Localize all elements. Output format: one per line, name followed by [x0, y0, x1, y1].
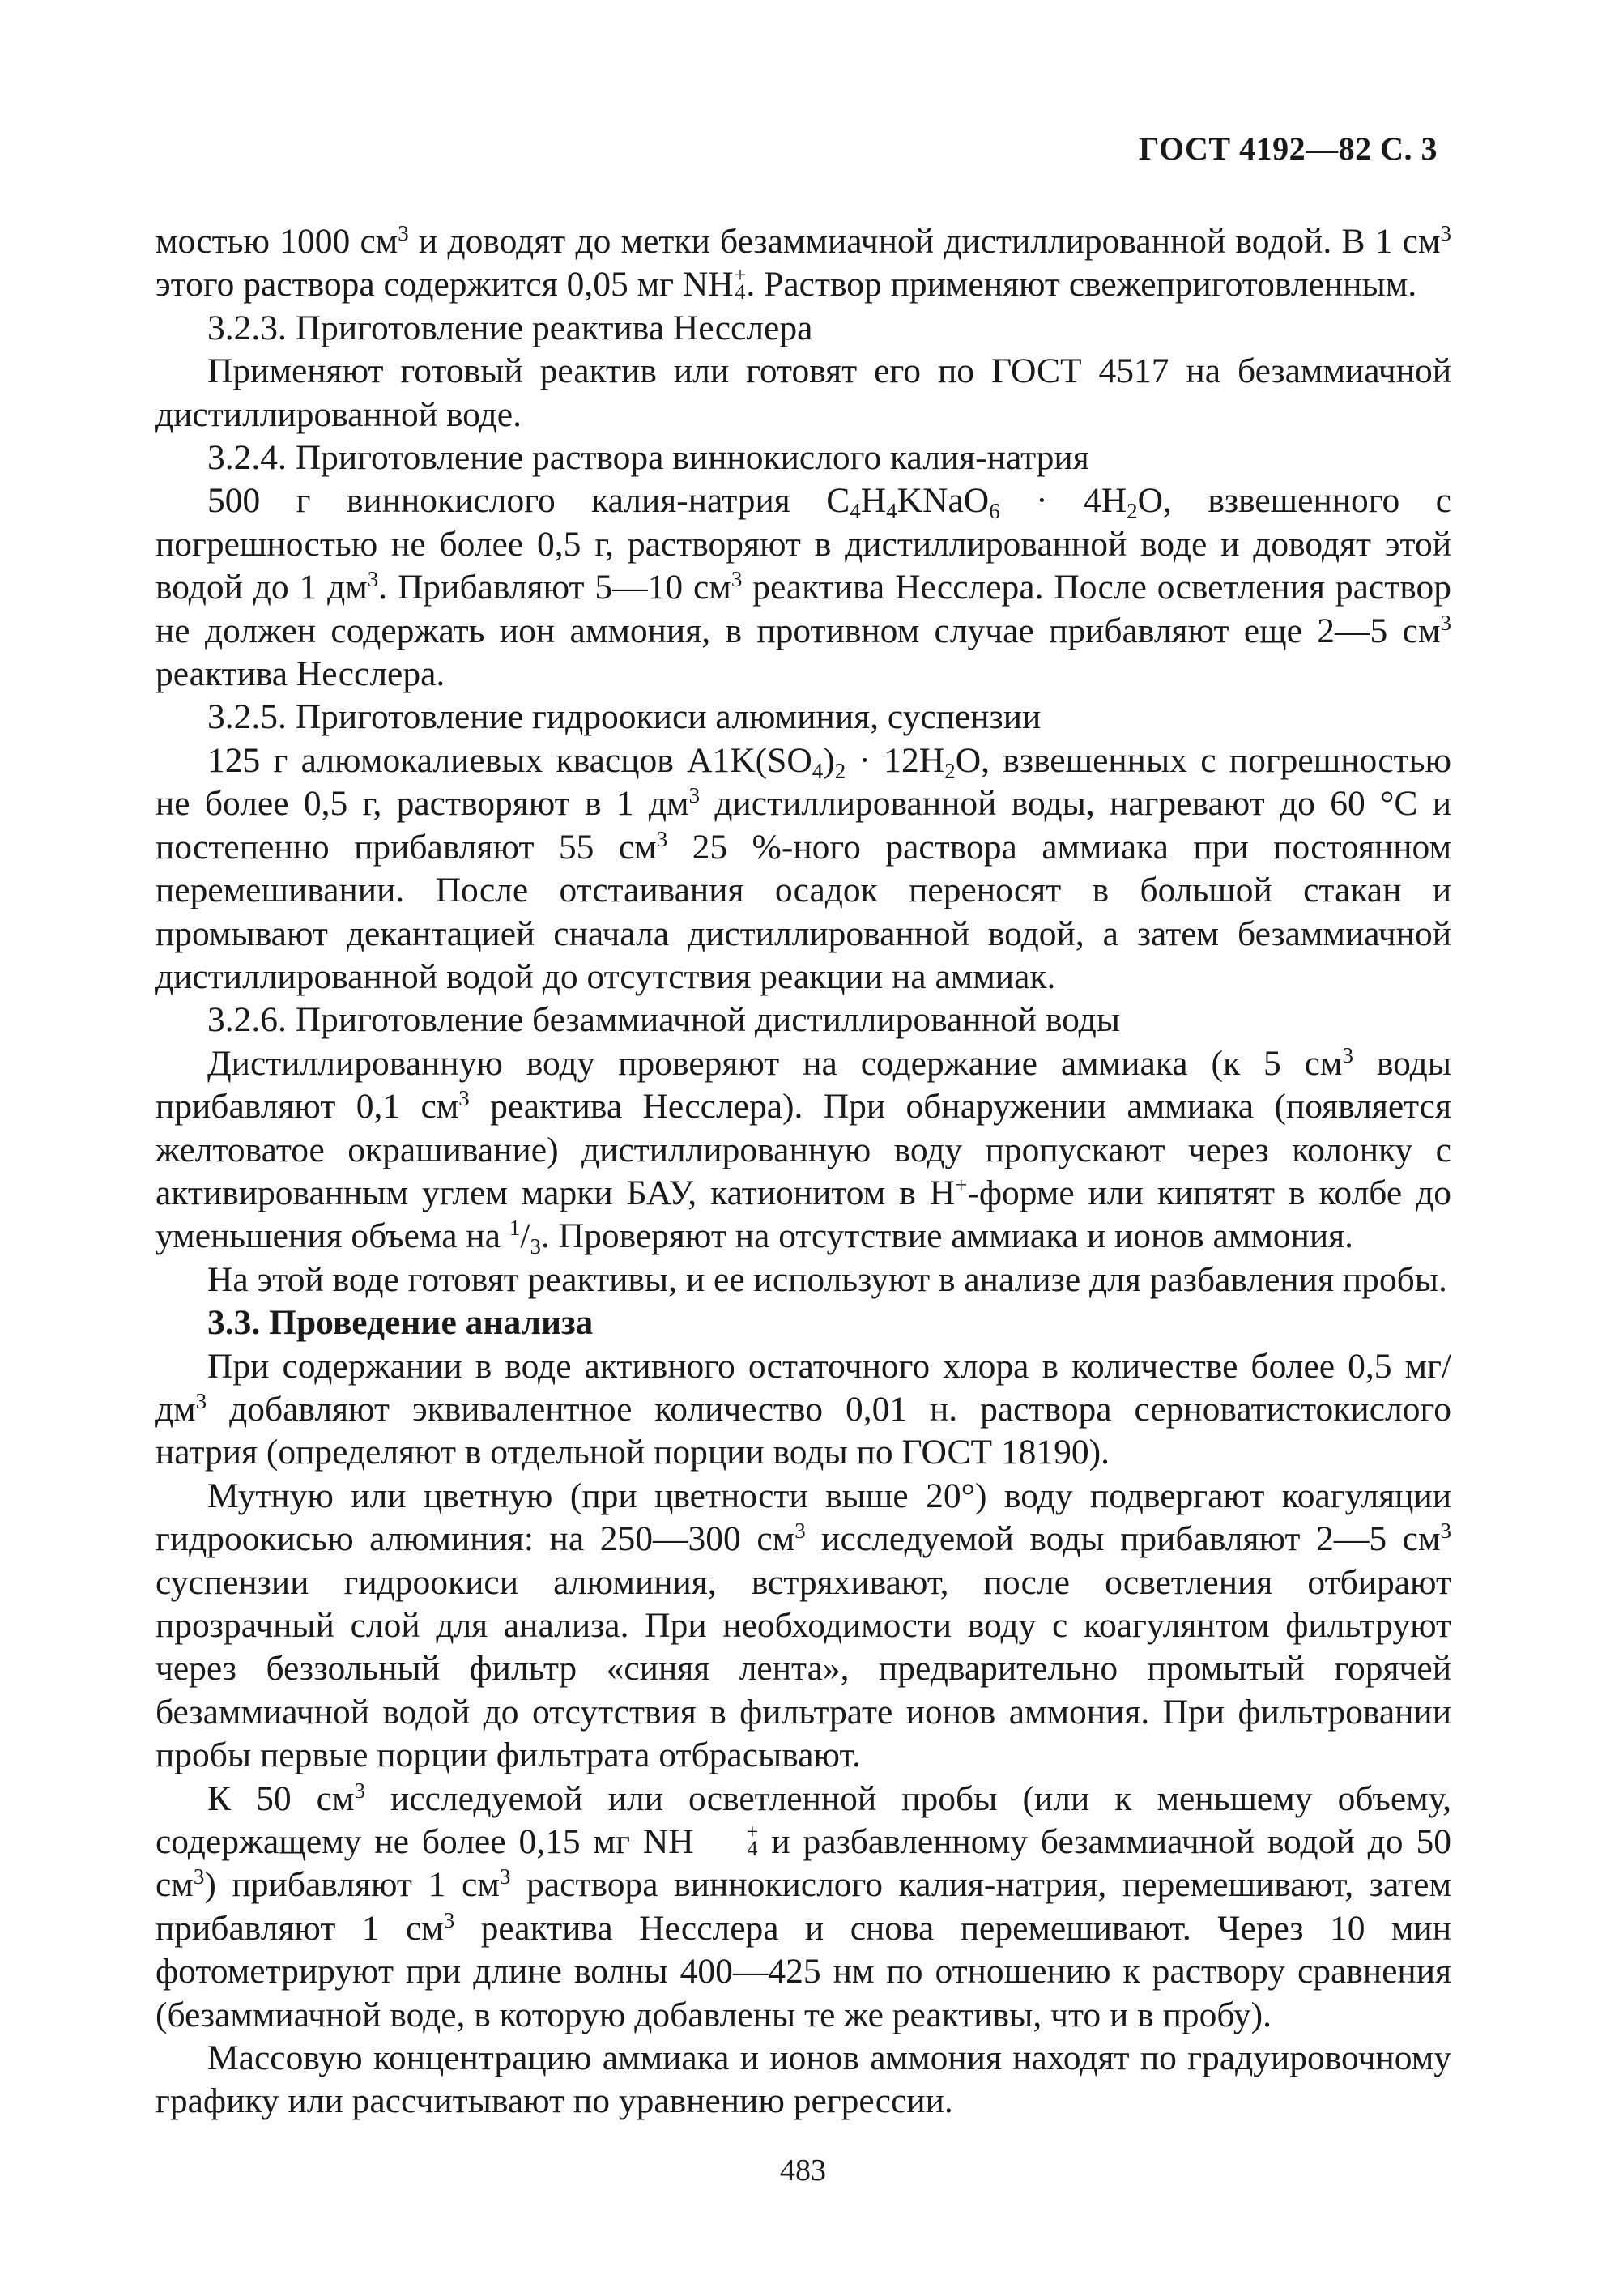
section-3-2-4-heading: 3.2.4. Приготовление раствора виннокислого калия-натрия [207, 438, 1089, 478]
section-3-3-paragraph-2: Мутную или цветную (при цветности выше 20°) воду подвергают коагуляции гидроокисью алюминия: на 250—300 $см^3$ исследуемой воды прибавляют 2—5 $см^3$ суспензии гидроокиси алюминия, встряхивают, после осветления отбирают прозрачный слой для анализа. При необходимости воду с коагулянтом фильтруют через беззольный фильтр «синяя лента», предварительно промытый горячей безаммиачной водой до отсутствия в фильтрате ионов аммония. При фильтровании пробы первые порции фильтрата отбрасывают. [155, 1476, 1451, 1775]
section-3-3-paragraph-1: При содержании в воде активного остаточного хлора в количестве более 0,5 $мг/дм^3$ добавляют эквивалентное количество 0,01 н. раствора серноватистокислого натрия (определяют в отдельной порции воды по ГОСТ 18190). [155, 1346, 1451, 1472]
section-3-2-5-heading: 3.2.5. Приготовление гидроокиси алюминия, суспензии [207, 697, 1042, 737]
section-3-2-3-heading: 3.2.3. Приготовление реактива Несслера [207, 308, 813, 347]
section-3-3-heading: 3.3. Проведение анализа [207, 1303, 594, 1343]
document-body [155, 220, 1451, 2123]
section-3-2-4-body: 500 г виннокислого калия-натрия $C_4H_4KNaO_6 \cdot 4H_2O$, взвешенного с погрешностью не более 0,5 г, растворяют в дистиллированной воде и доводят этой водой до 1 $дм^3$. Прибавляют 5—10 $см^3$ реактива Несслера. После осветления раствор не должен содержать ион аммония, в противном случае прибавляют еще 2—5 $см^3$ реактива Несслера. [155, 481, 1451, 694]
section-3-2-5-body: 125 г алюмокалиевых квасцов $A1K(SO_4)_2 \cdot 12H_2O$, взвешенных с погрешностью не более 0,5 г, растворяют в 1 $дм^3$ дистиллированной воды, нагревают до 60 °С и постепенно прибавляют 55 $см^3$ 25 %-ного раствора аммиака при постоянном перемешивании. После отстаивания осадок переносят в большой стакан и промывают декантацией сначала дистиллированной водой, а затем безаммиачной дистиллированной водой до отсутствия реакции на аммиак. [155, 740, 1451, 996]
section-3-3-paragraph-4: Массовую концентрацию аммиака и ионов аммония находят по градуировочному графику или рассчитывают по уравнению регрессии. [155, 2038, 1451, 2121]
ammonium-ion-charge: + 4 [734, 262, 747, 304]
section-3-2-3-body: Применяют готовый реактив или готовят его по ГОСТ 4517 на безаммиачной дистиллированной воде. [155, 351, 1451, 434]
page-number: 483 [780, 2153, 826, 2187]
section-3-3-paragraph-3: К 50 $см^3$ исследуемой или осветленной пробы (или к меньшему объему, содержащему не более 0,15 мг NH + 4 и разбавленному безаммиачной водой до 50 $см^3$) прибавляют 1 $см^3$ раствора виннокислого калия-натрия, перемешивают, затем прибавляют 1 $см^3$ реактива Несслера и снова перемешивают. Через 10 мин фотометрируют при длине волны 400—425 нм по отношению к раствору сравнения (безаммиачной воде, в которую добавлены те же реактивы, что и в пробу). [155, 1778, 1451, 2034]
paragraph-continuation: мостью 1000 $см^3$ и доводят до метки безаммиачной дистиллированной водой. В 1 $см^3$ этого раствора содержится 0,05 мг NH + 4 . Раствор применяют свежеприготовленным. [155, 221, 1451, 305]
section-3-2-6-note: На этой воде готовят реактивы, и ее используют в анализе для разбавления пробы. [207, 1259, 1447, 1299]
running-head: ГОСТ 4192—82 С. 3 [1138, 130, 1438, 167]
section-3-2-6-body: Дистиллированную воду проверяют на содержание аммиака (к 5 $см^3$ воды прибавляют 0,1 $см^3$ реактива Несслера). При обнаружении аммиака (появляется желтоватое окрашивание) дистиллированную воду пропускают через колонку с активированным углем марки БАУ, катионитом в Н+-форме или кипятят в колбе до уменьшения объема на $^1/_3$. Проверяют на отсутствие аммиака и ионов аммония. [155, 1042, 1452, 1259]
ammonium-ion-charge: + 4 [746, 1820, 759, 1861]
section-3-2-6-heading: 3.2.6. Приготовление безаммиачной дистиллированной воды [207, 1000, 1120, 1040]
